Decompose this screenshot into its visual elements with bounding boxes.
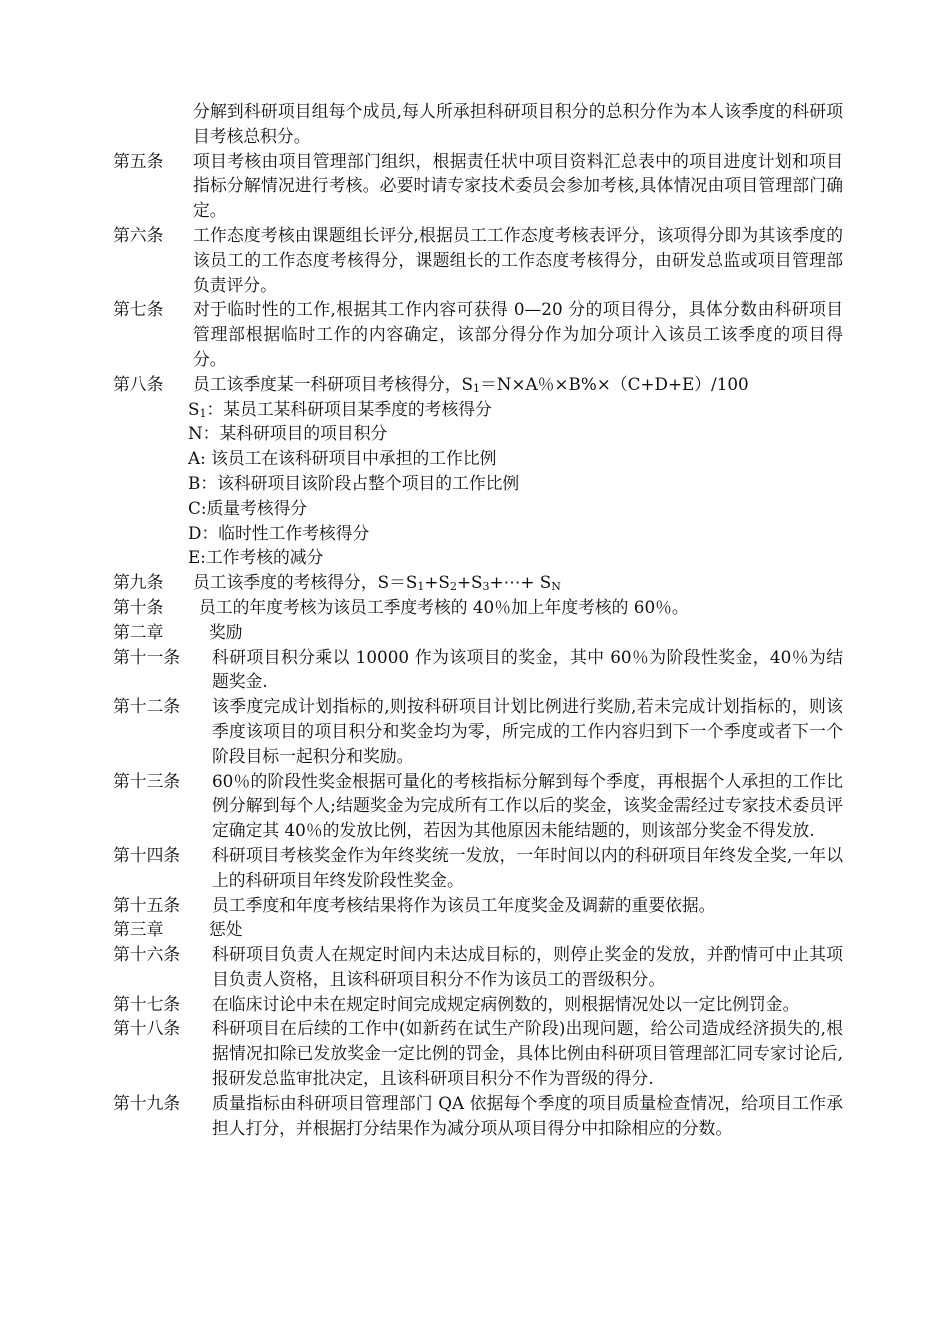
article-label: 第五条 <box>113 150 164 171</box>
article-label: 第九条 <box>113 572 164 593</box>
article-label: 第十条 <box>113 596 164 617</box>
article-6 <box>113 223 843 297</box>
subscript: 2 <box>449 580 457 594</box>
definition-d: D：临时性工作考核得分 <box>188 522 370 543</box>
article-label: 第十二条 <box>113 696 181 717</box>
article-label: 第十九条 <box>113 1092 181 1113</box>
article-label: 第十四条 <box>113 844 181 865</box>
definition-b: B：该科研项目该阶段占整个项目的工作比例 <box>188 472 520 493</box>
article-label: 第十八条 <box>113 1018 181 1039</box>
article-19 <box>113 1091 843 1141</box>
definition-n: N：某科研项目的项目积分 <box>188 423 388 444</box>
article-text: 科研项目在后续的工作中(如新药在试生产阶段)出现问题，给公司造成经济损失的,根据情况扣除已发放奖金一定比例的罚金，具体比例由科研项目管理部汇同专家讨论后,报研发总监审批决定，且该科研项目积分不作为晋级的得分. <box>212 1018 843 1089</box>
article-12 <box>113 694 843 768</box>
article-text: 在临床讨论中未在规定时间完成规定病例数的，则根据情况处以一定比例罚金。 <box>212 993 800 1014</box>
formula-text: ＝N×A％×B%×（C+D+E）/100 <box>480 373 749 394</box>
article-11 <box>113 645 843 695</box>
document-body <box>113 99 843 1140</box>
article-9 <box>113 570 843 595</box>
definition-text: S <box>188 398 200 419</box>
article-label: 第八条 <box>113 373 164 394</box>
article-text: 项目考核由项目管理部门组织，根据责任状中项目资料汇总表中的项目进度计划和项目指标分解情况进行考核。必要时请专家技术委员会参加考核,具体情况由项目管理部门确定。 <box>193 150 843 221</box>
article-10 <box>113 595 843 620</box>
article-text: 科研项目考核奖金作为年终奖统一发放，一年时间以内的科研项目年终发全奖,一年以上的科研项目年终发阶段性奖金。 <box>212 844 843 890</box>
subscript: 3 <box>482 580 490 594</box>
definition-s1 <box>113 397 843 422</box>
chapter-2-heading <box>113 620 843 645</box>
article-label: 第十三条 <box>113 770 181 791</box>
article-text: 工作态度考核由课题组长评分,根据员工工作态度考核表评分，该项得分即为其该季度的该员工的工作态度考核得分，课题组长的工作态度考核得分，由研发总监或项目管理部负责评分。 <box>193 224 843 295</box>
article-8-formula <box>193 372 843 397</box>
subscript: 1 <box>417 580 425 594</box>
article-5 <box>113 149 843 223</box>
chapter-label: 第三章 <box>113 919 164 940</box>
article-text: 质量指标由科研项目管理部门 QA 依据每个季度的项目质量检查情况，给项目工作承担人打分，并根据打分结果作为减分项从项目得分中扣除相应的分数。 <box>212 1092 843 1138</box>
article-16 <box>113 942 843 992</box>
formula-text: +⋯+ S <box>489 572 552 593</box>
formula-text: 员工该季度某一科研项目考核得分，S <box>193 373 473 394</box>
subscript: N <box>551 580 561 594</box>
chapter-title: 奖励 <box>209 621 243 642</box>
definition-text: ：某员工某科研项目某季度的考核得分 <box>206 398 492 419</box>
article-label: 第十一条 <box>113 646 181 667</box>
article-9-formula <box>193 570 843 595</box>
article-label: 第十七条 <box>113 993 181 1014</box>
definition-e: E:工作考核的减分 <box>188 547 324 568</box>
definition-a: A: 该员工在该科研项目中承担的工作比例 <box>188 448 497 469</box>
article-7 <box>113 297 843 371</box>
chapter-3-heading <box>113 917 843 942</box>
article-text: 科研项目负责人在规定时间内未达成目标的，则停止奖金的发放，并酌情可中止其项目负责人资格，且该科研项目积分不作为该员工的晋级积分。 <box>212 944 843 989</box>
article-14 <box>113 843 843 893</box>
formula-text: 员工该季度的考核得分，S＝S <box>193 572 418 593</box>
article-text: 员工的年度考核为该员工季度考核的 40％加上年度考核的 60％。 <box>199 596 689 617</box>
article-text: 60％的阶段性奖金根据可量化的考核指标分解到每个季度，再根据个人承担的工作比例分解到每个人;结题奖金为完成所有工作以后的奖金，该奖金需经过专家技术委员评定确定其 40％的发放比例，若因为其他原因未能结题的，则该部分奖金不得发放. <box>212 770 843 841</box>
intro-paragraph: 分解到科研项目组每个成员,每人所承担科研项目积分的总积分作为本人该季度的科研项目考核总积分。 <box>193 101 843 146</box>
article-text: 对于临时性的工作,根据其工作内容可获得 0—20 分的项目得分，具体分数由科研项目管理部根据临时工作的内容确定，该部分得分作为加分项计入该员工该季度的项目得分。 <box>193 299 843 369</box>
article-text: 员工季度和年度考核结果将作为该员工年度奖金及调薪的重要依据。 <box>212 894 716 915</box>
subscript: 1 <box>199 406 207 420</box>
article-13 <box>113 769 843 843</box>
chapter-label: 第二章 <box>113 621 164 642</box>
subscript: 1 <box>473 381 480 395</box>
article-18 <box>113 1016 843 1090</box>
article-17 <box>113 992 843 1017</box>
formula-text: +S <box>424 572 450 593</box>
formula-text: +S <box>456 572 483 593</box>
article-label: 第七条 <box>113 299 164 320</box>
article-text: 科研项目积分乘以 10000 作为该项目的奖金，其中 60％为阶段性奖金，40％为结题奖金. <box>212 646 843 692</box>
article-8 <box>113 372 843 397</box>
article-label: 第十六条 <box>113 944 181 965</box>
chapter-title: 惩处 <box>209 919 243 940</box>
article-text: 该季度完成计划指标的,则按科研项目计划比例进行奖励,若未完成计划指标的，则该季度该项目的项目积分和奖金均为零，所完成的工作内容归到下一个季度或者下一个阶段目标一起积分和奖励。 <box>212 696 843 766</box>
article-15 <box>113 893 843 918</box>
article-label: 第十五条 <box>113 894 181 915</box>
article-label: 第六条 <box>113 224 164 245</box>
definition-c: C:质量考核得分 <box>188 497 308 518</box>
